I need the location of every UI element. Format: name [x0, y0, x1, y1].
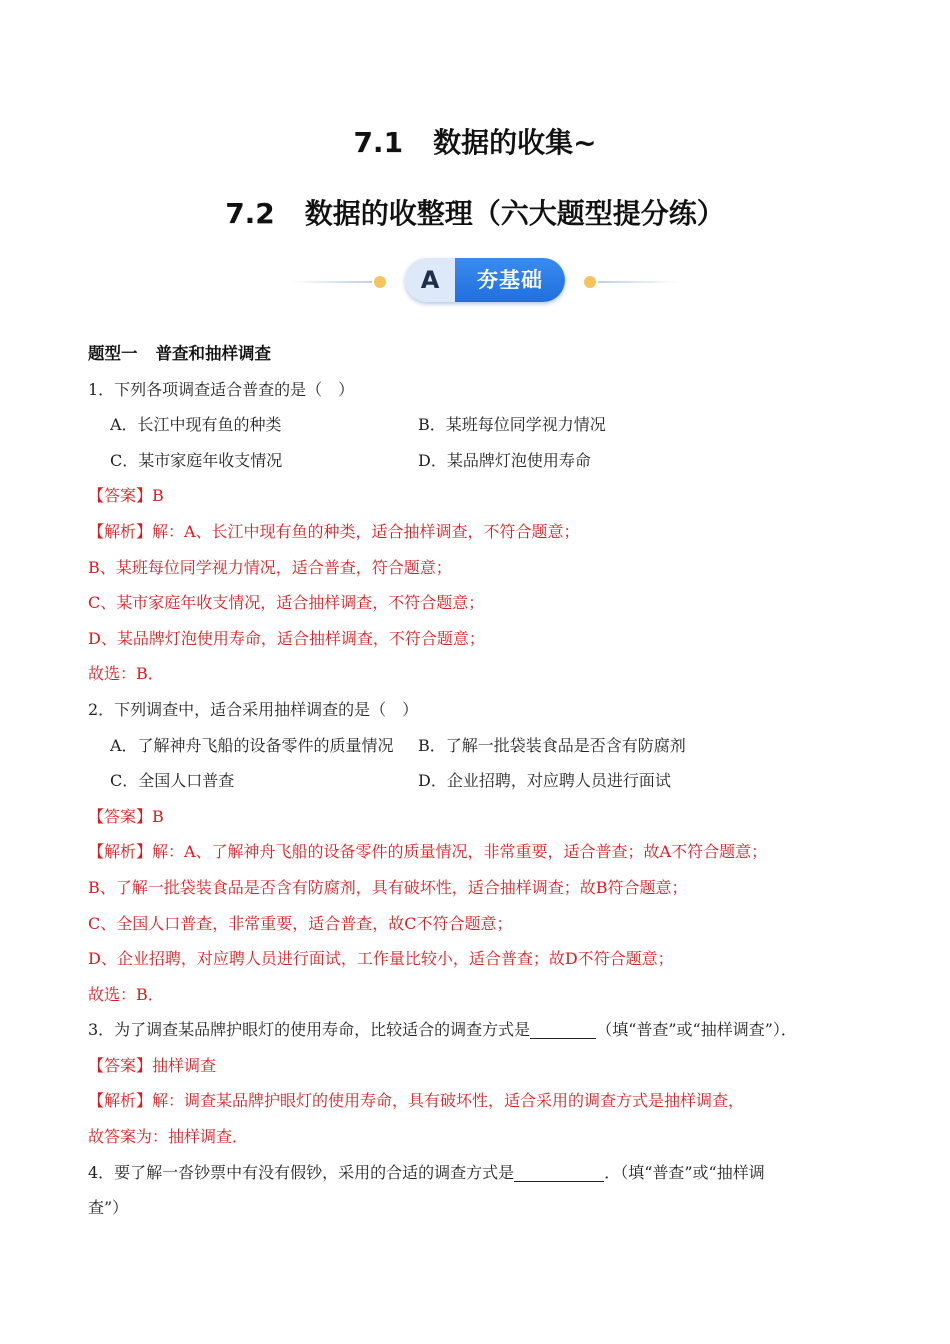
section-name: 普查和抽样调查 — [155, 344, 271, 363]
q2-analysis-line: 【解析】解：A、了解神舟飞船的设备零件的质量情况，非常重要，适合普查；故A不符合题意； — [88, 842, 768, 862]
title-1-text: 数据的收集~ — [433, 126, 597, 159]
q2-options-row-2 — [88, 763, 868, 799]
q1-analysis-line: 故选：B． — [88, 664, 164, 684]
section-banner — [290, 256, 680, 306]
q2-stem: 2．下列调查中，适合采用抽样调查的是（ ） — [88, 699, 419, 719]
q2-analysis-line: D、企业招聘，对应聘人员进行面试，工作量比较小，适合普查；故D不符合题意； — [88, 949, 674, 969]
q1-analysis-line: C、某市家庭年收支情况，适合抽样调查，不符合题意； — [88, 593, 485, 613]
q1-option-a: A．长江中现有鱼的种类 — [110, 415, 282, 435]
q3-stem — [88, 1012, 868, 1048]
q2-option-d: D．企业招聘，对应聘人员进行面试 — [418, 771, 671, 791]
q4-answer-blank — [514, 1163, 604, 1182]
q3-answer-blank — [530, 1020, 596, 1039]
q2-analysis-line: 故选：B． — [88, 984, 164, 1004]
document-body — [88, 336, 868, 1226]
q4-stem-text: 4．要了解一沓钞票中有没有假钞，采用的合适的调查方式是 — [88, 1162, 515, 1182]
banner-right-dot — [584, 276, 596, 288]
page-title-line-2 — [0, 192, 950, 232]
q1-option-c: C．某市家庭年收支情况 — [110, 450, 283, 470]
banner-right-line — [598, 281, 680, 283]
banner-pill — [405, 258, 565, 302]
q3-stem-text: 3．为了调查某品牌护眼灯的使用寿命，比较适合的调查方式是 — [88, 1020, 531, 1040]
q2-option-a: A．了解神舟飞船的设备零件的质量情况 — [110, 735, 394, 755]
section-label: 题型一 — [88, 344, 138, 363]
q1-option-d: D．某品牌灯泡使用寿命 — [418, 450, 591, 470]
banner-letter: A — [405, 258, 455, 302]
q1-analysis-line: B、某班每位同学视力情况，适合普查，符合题意； — [88, 557, 452, 577]
q2-option-c: C．全国人口普查 — [110, 771, 235, 791]
q1-answer: 【答案】B — [88, 486, 164, 506]
title-1-number: 7.1 — [353, 126, 404, 159]
banner-left-line — [290, 281, 372, 283]
q3-answer: 【答案】抽样调查 — [88, 1055, 217, 1075]
q4-stem-continued: 查”） — [88, 1198, 129, 1218]
q1-option-b: B．某班每位同学视力情况 — [418, 415, 606, 435]
q1-options-row-2 — [88, 443, 868, 479]
q2-analysis-line: B、了解一批袋装食品是否含有防腐剂，具有破坏性，适合抽样调查；故B符合题意； — [88, 877, 688, 897]
q2-analysis-line: C、全国人口普查，非常重要，适合普查，故C不符合题意； — [88, 913, 513, 933]
banner-left-dot — [374, 276, 386, 288]
title-2-text: 数据的收整理（六大题型提分练） — [304, 197, 725, 230]
page-title-line-1 — [0, 121, 950, 161]
banner-label: 夯基础 — [455, 258, 565, 302]
q3-analysis-line: 故答案为：抽样调查． — [88, 1127, 249, 1147]
q2-options-row-1 — [88, 728, 868, 764]
title-2-number: 7.2 — [225, 197, 275, 230]
section-heading — [88, 336, 868, 372]
q2-answer: 【答案】B — [88, 806, 164, 826]
q4-stem — [88, 1155, 868, 1191]
q3-stem-hint: （填“普查”或“抽样调查”）． — [596, 1020, 797, 1040]
q4-stem-hint: ．（填“普查”或“抽样调 — [604, 1162, 765, 1182]
q1-analysis-line: D、某品牌灯泡使用寿命，适合抽样调查，不符合题意； — [88, 628, 485, 648]
q2-option-b: B．了解一批袋装食品是否含有防腐剂 — [418, 735, 686, 755]
q1-options-row-1 — [88, 407, 868, 443]
q1-stem: 1．下列各项调查适合普查的是（ ） — [88, 379, 355, 399]
q1-analysis-line: 【解析】解：A、长江中现有鱼的种类，适合抽样调查，不符合题意； — [88, 521, 580, 541]
q3-analysis-line: 【解析】解：调查某品牌护眼灯的使用寿命，具有破坏性，适合采用的调查方式是抽样调查， — [88, 1091, 745, 1111]
